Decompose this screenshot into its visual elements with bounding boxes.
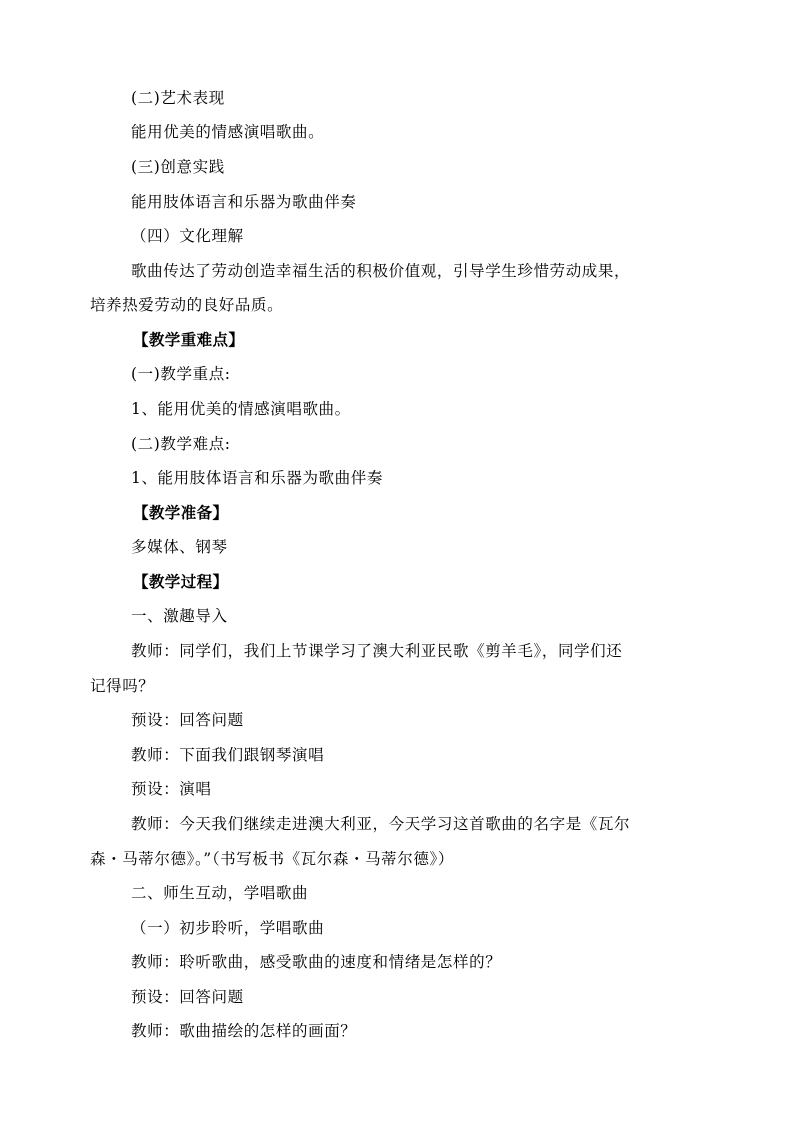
subheading-teaching-difficulty: (二)教学难点:: [131, 435, 231, 453]
section-heading-process: 【教学过程】: [133, 572, 229, 591]
subheading-intro: 一、激趣导入: [131, 607, 228, 625]
paragraph: 教师：歌曲描绘的怎样的画面？: [131, 1022, 357, 1040]
subheading-teaching-focus: (一)教学重点:: [131, 365, 231, 383]
subheading-creative-practice: (三)创意实践: [131, 158, 225, 176]
paragraph: 多媒体、钢琴: [131, 538, 228, 556]
subheading-interaction: 二、师生互动，学唱歌曲: [131, 884, 309, 902]
subheading-first-listening: （一）初步聆听，学唱歌曲: [131, 919, 325, 937]
paragraph: 预设：回答问题: [131, 988, 244, 1006]
paragraph: 预设：演唱: [131, 780, 212, 798]
list-item: 1、能用优美的情感演唱歌曲。: [131, 400, 351, 418]
paragraph-continued: 记得吗？: [90, 677, 155, 695]
paragraph: 教师：下面我们跟钢琴演唱: [131, 746, 325, 764]
paragraph: 教师：同学们，我们上节课学习了澳大利亚民歌《剪羊毛》，同学们还: [131, 642, 623, 660]
section-heading-key-points: 【教学重难点】: [133, 330, 245, 349]
paragraph: 教师：今天我们继续走进澳大利亚，今天学习这首歌曲的名字是《瓦尔: [131, 815, 631, 833]
paragraph-continued: 森・马蒂尔德》。”（书写板书《瓦尔森・马蒂尔德》）: [90, 850, 454, 868]
subheading-cultural-understanding: （四）文化理解: [131, 227, 244, 245]
paragraph: 教师：聆听歌曲，感受歌曲的速度和情绪是怎样的？: [131, 953, 502, 971]
paragraph: 能用肢体语言和乐器为歌曲伴奏: [131, 193, 357, 211]
paragraph-continued: 培养热爱劳动的良好品质。: [90, 296, 284, 314]
list-item: 1、能用肢体语言和乐器为歌曲伴奏: [131, 469, 383, 487]
subheading-art-expression: (二)艺术表现: [131, 89, 225, 107]
paragraph: 预设：回答问题: [131, 711, 244, 729]
paragraph: 能用优美的情感演唱歌曲。: [131, 123, 325, 141]
paragraph: 歌曲传达了劳动创造幸福生活的积极价值观，引导学生珍惜劳动成果，: [131, 262, 631, 280]
section-heading-preparation: 【教学准备】: [133, 503, 229, 522]
